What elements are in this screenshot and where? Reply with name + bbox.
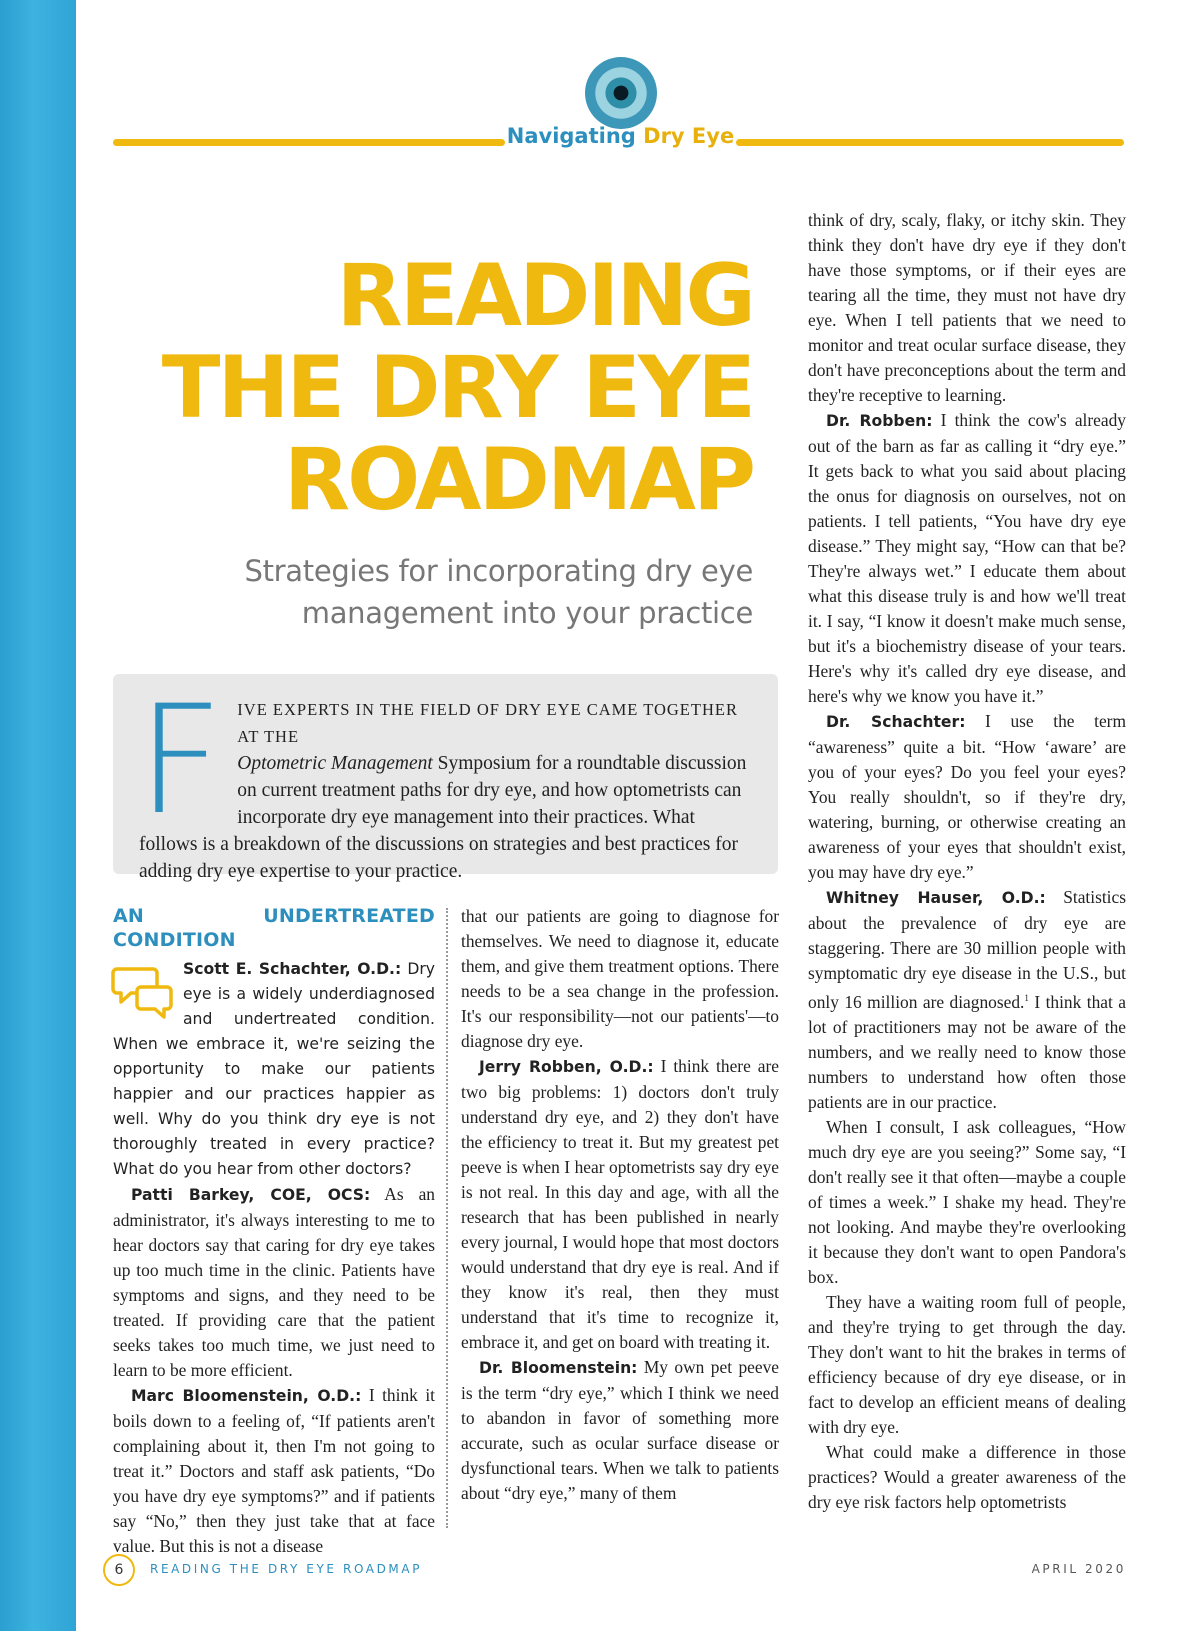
paragraph-continued: think of dry, scaly, flaky, or itchy skin. They think they don't have dry eye if they don't have those symptoms, or if their eyes are tearing all the time, they must not have dry eye. When I tell patients that we need to monitor and treat ocular surface disease, they don't have preconceptions about the term and they're receptive to learning. [808, 210, 1126, 405]
title-line-3: ROADMAP [283, 430, 753, 530]
footer-title: READING THE DRY EYE ROADMAP [150, 1562, 423, 1576]
page-number: 6 [103, 1554, 135, 1586]
speaker-name: Jerry Robben, O.D.: [479, 1058, 654, 1076]
section-header [505, 124, 736, 148]
article-title [161, 246, 753, 530]
paragraph-text: My own pet peeve is the term “dry eye,” which I think we need to abandon in favor of something more accurate, such as ocular surface disease or dysfunctional tears. When we talk to patients about “dry eye,” many of them [461, 1357, 780, 1503]
subtitle-line-1: Strategies for incorporating dry eye [244, 554, 753, 588]
column-1 [113, 904, 435, 1559]
side-stripe [0, 0, 76, 1631]
speaker-name: Whitney Hauser, O.D.: [826, 889, 1046, 907]
intro-box [113, 674, 778, 882]
paragraph-bloomenstein-2 [461, 1355, 779, 1506]
title-line-1: READING [336, 246, 753, 346]
speaker-name: Dr. Schachter: [826, 713, 966, 731]
paragraph-hauser [808, 885, 1126, 1115]
title-line-2: THE DRY EYE [161, 338, 753, 438]
paragraph-text: Statistics about the prevalence of dry eye are staggering. There are 30 million people with symptomatic dry eye disease in the U.S., but only 16 million are diagnosed. [808, 887, 1126, 1012]
speaker-name: Patti Barkey, COE, OCS: [131, 1186, 371, 1204]
speaker-name: Dr. Bloomenstein: [479, 1359, 638, 1377]
paragraph-bloomenstein [113, 1383, 435, 1559]
drop-cap: F [137, 674, 224, 848]
paragraph-text: I use the term “awareness” quite a bit. “How ‘aware’ are you of your eyes? Do you feel your eyes? You really shouldn't, so if they're dry, watering, burning, or otherwise creating an awareness of your eyes that shouldn't exist, you may have dry eye.” [808, 711, 1126, 882]
subtitle-line-2: management into your practice [301, 596, 753, 630]
intro-italic: Optometric Management [237, 753, 433, 774]
speaker-name: Scott E. Schachter, O.D.: [183, 960, 402, 978]
paragraph-text: I think there are two big problems: 1) doctors don't truly understand dry eye, and 2) they don't have the efficiency to treat it. But my greatest pet peeve is when I hear optometrists say dry eye is not real. In this day and age, with all the research that has been published in nearly every journal, I would hope that most doctors would understand that dry eye is real. And if they know it's real, then they must understand that it's time to recognize it, embrace it, and get on board with treating it. [461, 1056, 779, 1352]
column-3 [808, 208, 1126, 1515]
paragraph-hauser-3: They have a waiting room full of people, and they're trying to get through the day. They don't want to hit the brakes in terms of efficiency because of dry eye disease, or in fact to develop an efficient means of dealing with dry eye. [808, 1291, 1126, 1437]
section-heading: AN UNDERTREATED CONDITION [113, 905, 435, 951]
intro-caps: IVE EXPERTS IN THE FIELD OF DRY EYE CAME TOGETHER AT THE [237, 700, 738, 746]
paragraph-text: As an administrator, it's always interesting to me to hear doctors say that caring for dry eye takes up too much time in the clinic. Patients have symptoms and signs, and they need to be treated. If providing care that the patient seeks takes too much time, we just need to learn to be more efficient. [113, 1184, 435, 1380]
paragraph-hauser-2: When I consult, I ask colleagues, “How much dry eye are you seeing?” Some say, “I don't really see it that often—maybe a couple of times a week.” I shake my head. They're not looking. And maybe they're overlooking it because they don't want to open Pandora's box. [808, 1116, 1126, 1287]
header-rule-left [113, 139, 505, 146]
header-nav-word: Navigating [506, 124, 636, 148]
paragraph-text: I think it boils down to a feeling of, “If patients aren't complaining about it, then I'm not going to treat it.” Doctors and staff ask patients, “Do you have dry eye symptoms?” and if patients say “No,” then they just take that at face value. But this is not a disease [113, 1385, 435, 1556]
paragraph-schachter-2 [808, 709, 1126, 885]
header-rule-right [736, 139, 1124, 146]
speaker-name: Marc Bloomenstein, O.D.: [131, 1387, 362, 1405]
intro-paragraph [137, 674, 753, 885]
column-2 [461, 904, 779, 1506]
paragraph-text: I think the cow's already out of the barn as far as calling it “dry eye.” It gets back to what you said about placing the onus for diagnosis on ourselves, not on patients. I tell patients, “You have dry eye disease.” They might say, “How can that be? They're always wet.” I educate them about what this disease truly is and how we'll treat it. I say, “I know it doesn't make much sense, but it's a biochemistry disease of your tears. Here's why it's called dry eye disease, and here's why we know you have it.” [808, 410, 1126, 706]
paragraph-hauser-4: What could make a difference in those practices? Would a greater awareness of the dry eye risk factors help optometrists [808, 1441, 1126, 1512]
footer-date: APRIL 2020 [1031, 1562, 1126, 1576]
paragraph-robben [461, 1054, 779, 1355]
intro-rest: Symposium for a roundtable discussion on current treatment paths for dry eye, and how optometrists can incorporate dry eye management into their practices. What follows is a breakdown of the discussions on strategies and best practices for adding dry eye expertise to your practice. [139, 753, 747, 882]
paragraph-robben-2 [808, 408, 1126, 709]
paragraph-text: Dry eye is a widely underdiagnosed and undertreated condition. When we embrace it, we're seizing the opportunity to make our patients happier and our practices happier as well. Why do you think dry eye is not thoroughly treated in every practice? What do you hear from other doctors? [113, 960, 435, 1178]
reference-mark: 1 [1024, 993, 1029, 1003]
article-subtitle [153, 550, 753, 634]
paragraph-barkey [113, 1182, 435, 1383]
speaker-name: Dr. Robben: [826, 412, 933, 430]
header-dry-word: Dry Eye [643, 124, 735, 148]
paragraph-text: I think that a lot of practitioners may not be aware of the numbers, and we really need to know those numbers to understand how often those patients are in our practice. [808, 991, 1126, 1112]
eye-icon [585, 57, 657, 129]
chat-bubbles-icon [111, 959, 177, 1025]
paragraph-continued: that our patients are going to diagnose for themselves. We need to diagnose it, educate them, and give them treatment options. There needs to be a sea change in the profession. It's our responsibility—not our patients'—to diagnose dry eye. [461, 906, 779, 1051]
column-divider [446, 908, 448, 1528]
